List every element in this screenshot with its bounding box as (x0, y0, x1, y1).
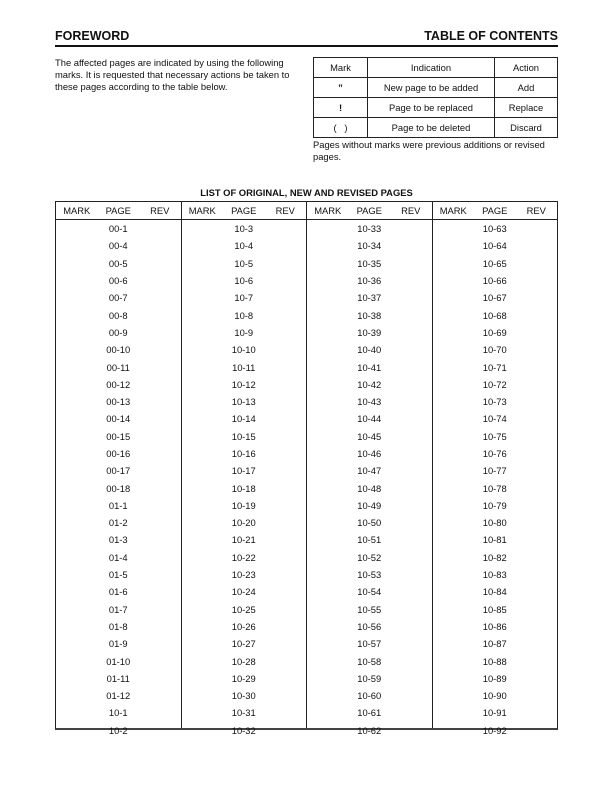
page-cell: 10-57 (357, 638, 382, 650)
table-row (307, 670, 432, 687)
table-row (307, 445, 432, 462)
table-row (182, 220, 307, 237)
page-cell: 10-89 (482, 672, 507, 684)
page-cell: 10-61 (357, 707, 382, 719)
table-row (56, 652, 181, 669)
mark-cell: ! (314, 98, 368, 118)
table-row (56, 272, 181, 289)
page-cell: 10-48 (357, 482, 382, 494)
table-row (56, 220, 181, 237)
column-header-mark: MARK (188, 205, 216, 216)
page-cell: 00-8 (108, 309, 128, 321)
table-row (182, 272, 307, 289)
table-row (182, 652, 307, 669)
page-cell: 10-47 (357, 465, 382, 477)
column-header-page: PAGE (356, 205, 382, 216)
page-cell: 10-83 (482, 569, 507, 581)
page-cell: 10-31 (231, 707, 256, 719)
table-row (182, 566, 307, 583)
table-row (433, 583, 558, 600)
section-title: FOREWORD (55, 29, 130, 43)
page-cell: 10-60 (357, 690, 382, 702)
table-row (56, 358, 181, 375)
page-cell: 00-14 (106, 413, 131, 425)
page-header (55, 29, 558, 47)
page-cell: 10-11 (232, 361, 256, 373)
page-cell: 00-18 (106, 482, 131, 494)
page-cell: 00-10 (106, 344, 131, 356)
table-row (182, 635, 307, 652)
mark-cell: ” (314, 78, 368, 98)
page-cell: 01-7 (108, 603, 128, 615)
table-row (433, 237, 558, 254)
column-header-page: PAGE (231, 205, 257, 216)
table-row (56, 704, 181, 721)
page-cell: 01-2 (108, 517, 128, 529)
table-row (433, 687, 558, 704)
table-row (307, 514, 432, 531)
page-cell: 10-26 (231, 620, 256, 632)
page-cell: 10-18 (231, 482, 256, 494)
table-row (433, 289, 558, 306)
table-row (433, 358, 558, 375)
page-cell: 10-76 (482, 448, 507, 459)
page-cell: 00-7 (108, 292, 128, 304)
table-row (307, 635, 432, 652)
action-cell: Add (495, 78, 558, 98)
table-row (182, 531, 307, 548)
page-cell: 10-75 (482, 430, 507, 442)
page-cell: 10-39 (357, 326, 382, 338)
page-cell: 10-73 (482, 396, 507, 408)
page-cell: 10-13 (231, 396, 256, 408)
table-row (307, 462, 432, 479)
table-row (56, 635, 181, 652)
column-header-mark: MARK (314, 205, 342, 216)
page-cell: 10-14 (231, 413, 256, 425)
column-header-row (307, 202, 432, 220)
page-cell: 10-41 (357, 361, 382, 373)
page-cell: 10-69 (482, 326, 507, 338)
table-row (182, 255, 307, 272)
table-row (56, 376, 181, 393)
page-cell: 10-36 (357, 275, 382, 287)
table-row (182, 393, 307, 410)
table-row (307, 358, 432, 375)
table-row (433, 566, 558, 583)
table-row (182, 704, 307, 721)
page-cell: 00-17 (106, 465, 131, 477)
table-row (182, 358, 307, 375)
table-row (307, 549, 432, 566)
mark-cell: ( ) (314, 118, 368, 138)
page-cell: 10-90 (482, 690, 507, 702)
table-row (182, 289, 307, 306)
page-cell: 10-86 (482, 620, 507, 632)
page-cell: 10-5 (234, 257, 254, 269)
table-row (433, 670, 558, 687)
table-row (433, 462, 558, 479)
page-cell: 10-17 (231, 465, 256, 477)
table-row (307, 410, 432, 427)
table-row (182, 601, 307, 618)
page-cell: 10-58 (357, 655, 382, 667)
indication-cell: New page to be added (368, 78, 495, 98)
page-cell: 10-12 (231, 378, 256, 390)
page-cell: 10-24 (231, 586, 256, 598)
page-cell: 10-78 (482, 482, 507, 494)
page-cell: 10-85 (482, 603, 507, 615)
table-row (56, 341, 181, 358)
page-cell: 10-88 (482, 655, 507, 667)
table-row (182, 324, 307, 341)
column-header-mark: MARK (439, 205, 467, 216)
marks-row (314, 98, 558, 118)
page-cell: 10-70 (482, 344, 507, 356)
page-cell: 10-81 (482, 534, 507, 546)
page-cell: 10-7 (234, 292, 254, 304)
table-row (307, 704, 432, 721)
indication-cell: Page to be replaced (368, 98, 495, 118)
header-cell: Indication (368, 58, 495, 78)
page-cell: 00-5 (108, 257, 128, 269)
table-row (182, 722, 307, 739)
page-cell: 10-15 (231, 430, 256, 442)
table-row (433, 428, 558, 445)
table-row (56, 687, 181, 704)
table-row (182, 341, 307, 358)
table-row (433, 445, 558, 462)
table-row (307, 306, 432, 323)
table-row (307, 583, 432, 600)
marks-header-row (314, 58, 558, 78)
indication-cell: Page to be deleted (368, 118, 495, 138)
page-cell: 10-20 (231, 517, 256, 529)
page-cell: 10-16 (231, 448, 256, 459)
table-row (307, 428, 432, 445)
page-cell: 10-54 (357, 586, 382, 598)
page-cell: 01-10 (106, 655, 131, 667)
column-header-row (182, 202, 307, 220)
table-row (433, 618, 558, 635)
marks-table (313, 57, 558, 138)
page-cell: 10-50 (357, 517, 382, 529)
table-row (182, 376, 307, 393)
table-row (433, 531, 558, 548)
page-cell: 10-19 (231, 499, 256, 511)
table-row (433, 393, 558, 410)
table-row (56, 566, 181, 583)
header-cell: Action (495, 58, 558, 78)
table-row (433, 255, 558, 272)
table-row (56, 428, 181, 445)
intro-paragraph: The affected pages are indicated by using the following marks. It is requested that necessary actions be taken to these pages according to the table below. (55, 57, 290, 92)
table-row (433, 635, 558, 652)
page-cell: 01-5 (108, 569, 128, 581)
table-row (307, 255, 432, 272)
table-row (307, 393, 432, 410)
page-cell: 00-1 (108, 223, 128, 235)
table-row (307, 220, 432, 237)
page-cell: 10-59 (357, 672, 382, 684)
table-row (433, 341, 558, 358)
page-cell: 10-25 (231, 603, 256, 615)
table-row (433, 324, 558, 341)
page-cell: 10-87 (482, 638, 507, 650)
page-cell: 10-56 (357, 620, 382, 632)
page-cell: 10-9 (234, 326, 254, 338)
table-row (56, 324, 181, 341)
page-cell: 10-21 (231, 534, 256, 546)
table-row (56, 618, 181, 635)
table-row (182, 514, 307, 531)
table-row (307, 497, 432, 514)
page-cell: 10-2 (108, 724, 128, 736)
column-header-rev: REV (275, 205, 295, 216)
page-cell: 10-44 (357, 413, 382, 425)
table-row (182, 583, 307, 600)
table-row (307, 618, 432, 635)
page-cell: 00-4 (108, 240, 128, 252)
page-cell: 10-63 (482, 223, 507, 235)
table-row (307, 531, 432, 548)
page-cell: 10-6 (234, 275, 254, 287)
table-row (56, 393, 181, 410)
page-cell: 00-9 (108, 326, 128, 338)
table-row (433, 479, 558, 496)
table-row (433, 497, 558, 514)
table-row (307, 272, 432, 289)
table-row (433, 376, 558, 393)
table-row (433, 220, 558, 237)
page-cell: 00-6 (108, 275, 128, 287)
action-cell: Discard (495, 118, 558, 138)
page-cell: 01-3 (108, 534, 128, 546)
table-row (56, 462, 181, 479)
page-cell: 10-74 (482, 413, 507, 425)
table-row (182, 445, 307, 462)
table-row (56, 514, 181, 531)
page-cell: 10-80 (482, 517, 507, 529)
page-cell: 10-49 (357, 499, 382, 511)
page-cell: 00-12 (106, 378, 131, 390)
marks-row (314, 118, 558, 138)
page-cell: 10-64 (482, 240, 507, 252)
page-cell: 10-45 (357, 430, 382, 442)
table-row (307, 601, 432, 618)
page-cell: 10-29 (231, 672, 256, 684)
page-cell: 10-30 (231, 690, 256, 702)
page-cell: 10-84 (482, 586, 507, 598)
table-row (182, 410, 307, 427)
table-row (182, 670, 307, 687)
page-cell: 10-3 (234, 223, 254, 235)
table-row (307, 376, 432, 393)
page-cell: 10-67 (482, 292, 507, 304)
table-row (182, 618, 307, 635)
table-row (433, 601, 558, 618)
page-cell: 10-22 (231, 551, 256, 563)
table-row (433, 306, 558, 323)
table-row (307, 687, 432, 704)
pages-column-group (56, 202, 182, 736)
table-row (433, 652, 558, 669)
column-header-rev: REV (526, 205, 546, 216)
list-title: LIST OF ORIGINAL, NEW AND REVISED PAGES (200, 187, 413, 198)
pages-column-group (182, 202, 308, 736)
page-cell: 10-1 (108, 707, 128, 719)
table-row (433, 722, 558, 739)
table-row (307, 652, 432, 669)
table-row (56, 670, 181, 687)
page-cell: 01-4 (108, 551, 128, 563)
table-row (182, 549, 307, 566)
page-cell: 00-16 (106, 448, 131, 459)
table-row (433, 549, 558, 566)
table-row (56, 255, 181, 272)
page-cell: 01-1 (108, 499, 128, 511)
page-cell: 10-4 (234, 240, 254, 252)
column-header-rev: REV (401, 205, 421, 216)
table-row (182, 497, 307, 514)
page-cell: 10-28 (231, 655, 256, 667)
page-cell: 10-46 (357, 448, 382, 459)
page-cell: 01-12 (106, 690, 131, 702)
page-cell: 01-6 (108, 586, 128, 598)
table-row (307, 722, 432, 739)
page-cell: 10-43 (357, 396, 382, 408)
page-cell: 10-42 (357, 378, 382, 390)
page-cell: 00-15 (106, 430, 131, 442)
table-row (433, 272, 558, 289)
table-row (182, 237, 307, 254)
table-row (56, 601, 181, 618)
column-header-row (433, 202, 558, 220)
table-row (307, 324, 432, 341)
table-row (56, 531, 181, 548)
page-cell: 10-23 (231, 569, 256, 581)
page-cell: 10-68 (482, 309, 507, 321)
page-cell: 10-77 (482, 465, 507, 477)
marks-row (314, 78, 558, 98)
page-cell: 00-13 (106, 396, 131, 408)
page-cell: 10-32 (231, 724, 256, 736)
table-row (56, 237, 181, 254)
table-row (307, 479, 432, 496)
page-cell: 10-53 (357, 569, 382, 581)
header-cell: Mark (314, 58, 368, 78)
page-cell: 10-35 (357, 257, 382, 269)
column-header-row (56, 202, 181, 220)
page-cell: 10-72 (482, 378, 507, 390)
table-row (56, 445, 181, 462)
page-cell: 10-34 (357, 240, 382, 252)
table-row (56, 583, 181, 600)
page-cell: 10-8 (234, 309, 254, 321)
page-cell: 10-65 (482, 257, 507, 269)
table-row (307, 237, 432, 254)
page-cell: 10-27 (231, 638, 256, 650)
table-row (56, 410, 181, 427)
page-cell: 00-11 (106, 361, 130, 373)
table-row (307, 289, 432, 306)
page-cell: 10-62 (357, 724, 382, 736)
chapter-title: TABLE OF CONTENTS (424, 29, 558, 43)
table-row (56, 497, 181, 514)
table-row (307, 566, 432, 583)
page-cell: 01-9 (108, 638, 128, 650)
page-cell: 10-10 (231, 344, 256, 356)
page-cell: 10-71 (482, 361, 507, 373)
page-cell: 10-92 (482, 724, 507, 736)
table-row (433, 514, 558, 531)
column-header-rev: REV (150, 205, 170, 216)
table-row (182, 479, 307, 496)
pages-column-group (433, 202, 558, 736)
pages-column-group (307, 202, 433, 736)
action-cell: Replace (495, 98, 558, 118)
column-header-page: PAGE (482, 205, 508, 216)
table-row (433, 704, 558, 721)
page-cell: 10-40 (357, 344, 382, 356)
column-header-mark: MARK (63, 205, 91, 216)
page-cell: 10-51 (357, 534, 382, 546)
page-cell: 10-66 (482, 275, 507, 287)
table-row (307, 341, 432, 358)
table-row (433, 410, 558, 427)
marks-note: Pages without marks were previous additions or revised pages. (313, 139, 545, 162)
page-cell: 10-91 (482, 707, 507, 719)
table-row (182, 462, 307, 479)
table-row (182, 687, 307, 704)
page-cell: 10-55 (357, 603, 382, 615)
page-cell: 10-38 (357, 309, 382, 321)
page-cell: 10-82 (482, 551, 507, 563)
table-row (56, 722, 181, 739)
table-row (56, 306, 181, 323)
table-row (182, 428, 307, 445)
page-cell: 10-79 (482, 499, 507, 511)
page-cell: 01-11 (106, 672, 130, 684)
page-cell: 01-8 (108, 620, 128, 632)
table-row (56, 549, 181, 566)
page-cell: 10-33 (357, 223, 382, 235)
table-row (56, 289, 181, 306)
page-cell: 10-37 (357, 292, 382, 304)
page-cell: 10-52 (357, 551, 382, 563)
table-row (182, 306, 307, 323)
pages-list-table (55, 201, 558, 736)
column-header-page: PAGE (105, 205, 131, 216)
table-row (56, 479, 181, 496)
